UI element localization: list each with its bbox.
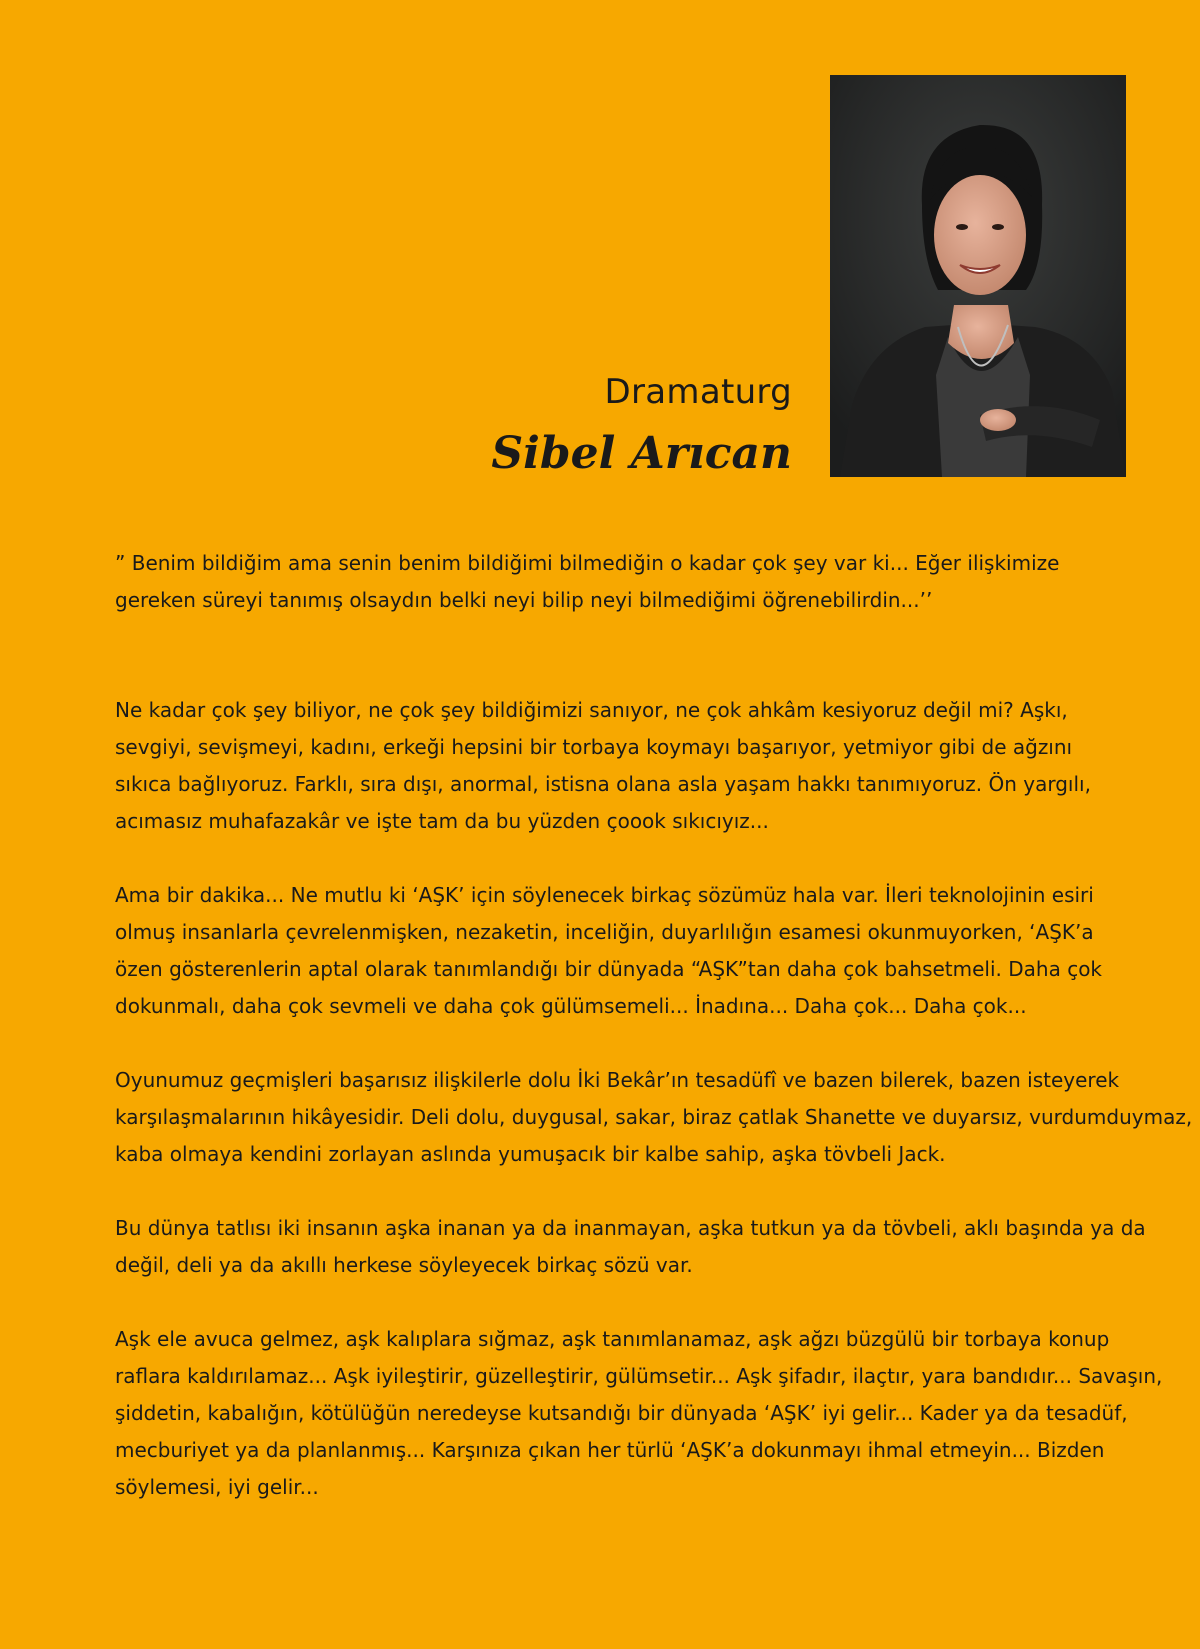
paragraph-line: sevgiyi, sevişmeyi, kadını, erkeği hepsini bir torbaya koymayı başarıyor, yetmiyor gibi de ağzını xyxy=(115,735,1073,759)
paragraph xyxy=(115,1062,1193,1173)
paragraph-line: karşılaşmalarının hikâyesidir. Deli dolu, duygusal, sakar, biraz çatlak Shanette ve duyarsız, vurdumduymaz, xyxy=(115,1105,1193,1129)
article-body xyxy=(115,692,1193,1543)
paragraph-line: şiddetin, kabalığın, kötülüğün neredeyse kutsandığı bir dünyada ‘AŞK’ iyi gelir... Kader ya da tesadüf, xyxy=(115,1401,1128,1425)
paragraph-line: dokunmalı, daha çok sevmeli ve daha çok gülümsemeli... İnadına... Daha çok... Daha çok... xyxy=(115,994,1027,1018)
paragraph-line: mecburiyet ya da planlanmış... Karşınıza çıkan her türlü ‘AŞK’a dokunmayı ihmal etmeyin... Bizden xyxy=(115,1438,1105,1462)
paragraph-line: değil, deli ya da akıllı herkese söyleyecek birkaç sözü var. xyxy=(115,1253,693,1277)
paragraph xyxy=(115,1321,1163,1506)
paragraph-line: Aşk ele avuca gelmez, aşk kalıplara sığmaz, aşk tanımlanamaz, aşk ağzı büzgülü bir torbaya konup xyxy=(115,1327,1110,1351)
paragraph-line: kaba olmaya kendini zorlayan aslında yumuşacık bir kalbe sahip, aşka tövbeli Jack. xyxy=(115,1142,946,1166)
paragraph-line: Oyunumuz geçmişleri başarısız ilişkilerle dolu İki Bekâr’ın tesadüfî ve bazen bilerek, bazen isteyerek xyxy=(115,1068,1120,1092)
paragraph-line: olmuş insanlarla çevrelenmişken, nezaketin, inceliğin, duyarlılığın esamesi okunmuyorken, ‘AŞK’a xyxy=(115,920,1094,944)
paragraph-line: Ama bir dakika... Ne mutlu ki ‘AŞK’ için söylenecek birkaç sözümüz hala var. İleri teknolojinin esiri xyxy=(115,883,1094,907)
paragraph-line: Ne kadar çok şey biliyor, ne çok şey bildiğimizi sanıyor, ne çok ahkâm kesiyoruz değil mi? Aşkı, xyxy=(115,698,1068,722)
paragraph-line: söylemesi, iyi gelir... xyxy=(115,1475,319,1499)
paragraph xyxy=(115,877,1103,1025)
epigraph-quote xyxy=(115,545,1100,619)
paragraph xyxy=(115,1210,1146,1284)
author-name: Sibel Arıcan xyxy=(491,428,792,479)
quote-line: ” Benim bildiğim ama senin benim bildiğimi bilmediğin o kadar çok şey var ki... Eğer ilişkimize xyxy=(115,551,1060,575)
paragraph-line: özen gösterenlerin aptal olarak tanımlandığı bir dünyada “AŞK”tan daha çok bahsetmeli. Daha çok xyxy=(115,957,1103,981)
role-title: Dramaturg xyxy=(604,372,792,412)
paragraph-line: Bu dünya tatlısı iki insanın aşka inanan ya da inanmayan, aşka tutkun ya da tövbeli, aklı başında ya da xyxy=(115,1216,1146,1240)
paragraph-line: sıkıca bağlıyoruz. Farklı, sıra dışı, anormal, istisna olana asla yaşam hakkı tanımıyoruz. Ön yargılı, xyxy=(115,772,1091,796)
paragraph-line: raflara kaldırılamaz... Aşk iyileştirir, güzelleştirir, gülümsetir... Aşk şifadır, ilaçtır, yara bandıdır... Savaşın, xyxy=(115,1364,1163,1388)
paragraph-line: acımasız muhafazakâr ve işte tam da bu yüzden çoook sıkıcıyız... xyxy=(115,809,769,833)
quote-line: gereken süreyi tanımış olsaydın belki neyi bilip neyi bilmediğimi öğrenebilirdin...’’ xyxy=(115,588,933,612)
portrait-photo xyxy=(830,75,1126,477)
paragraph xyxy=(115,692,1100,840)
